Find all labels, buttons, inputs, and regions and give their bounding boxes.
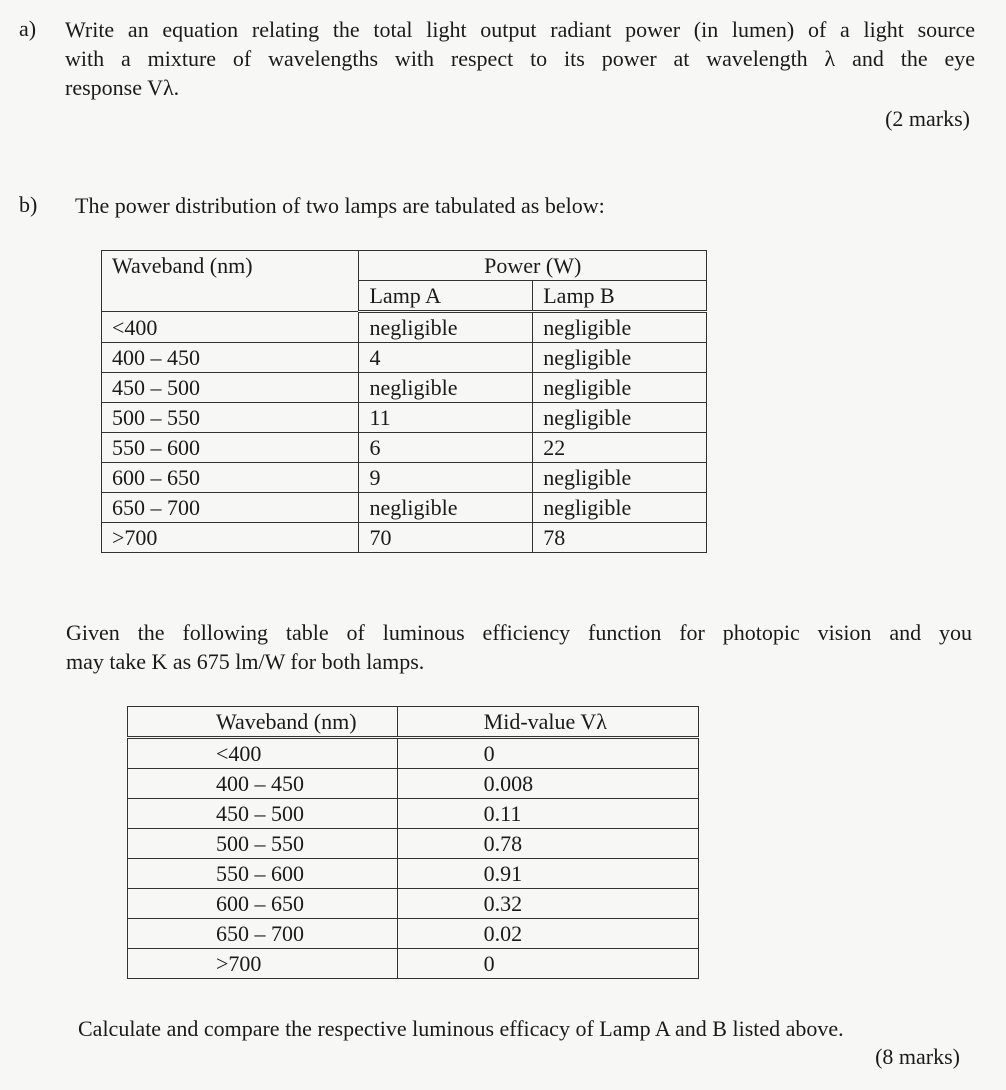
waveband-cell: 650 – 700 (102, 493, 359, 523)
lamp-a-cell: negligible (359, 373, 533, 403)
v-value-cell: 0.11 (397, 799, 698, 829)
table-row (128, 859, 699, 889)
table1-waveband-header: Waveband (nm) (102, 251, 359, 312)
table-row (102, 433, 707, 463)
waveband-cell: 550 – 600 (128, 859, 398, 889)
table-row (128, 829, 699, 859)
waveband-cell: <400 (128, 738, 398, 769)
part-a-line-2: with a mixture of wavelengths with respect to its power at wavelength λ and the eye (65, 46, 975, 71)
waveband-cell: 450 – 500 (128, 799, 398, 829)
waveband-cell: 550 – 600 (102, 433, 359, 463)
table-row (102, 403, 707, 433)
v-value-cell: 0 (397, 949, 698, 979)
table2-waveband-header: Waveband (nm) (128, 707, 398, 738)
part-b-intro: The power distribution of two lamps are tabulated as below: (75, 193, 605, 218)
v-value-cell: 0.008 (397, 769, 698, 799)
table-row (102, 463, 707, 493)
table-row (128, 919, 699, 949)
table1-lamp-a-header: Lamp A (359, 281, 533, 312)
part-a-line-3: response Vλ. (65, 75, 180, 100)
lamp-a-cell: 11 (359, 403, 533, 433)
table2-header-row (128, 707, 699, 738)
table-row (128, 769, 699, 799)
given-line-2: may take K as 675 lm/W for both lamps. (66, 649, 425, 674)
lamp-b-cell: negligible (533, 373, 707, 403)
lamp-b-cell: 22 (533, 433, 707, 463)
waveband-cell: 650 – 700 (128, 919, 398, 949)
table-row (102, 493, 707, 523)
waveband-cell: >700 (128, 949, 398, 979)
table-row (102, 373, 707, 403)
lamp-a-cell: 4 (359, 343, 533, 373)
waveband-cell: >700 (102, 523, 359, 553)
lamp-b-cell: negligible (533, 312, 707, 343)
lamp-b-cell: 78 (533, 523, 707, 553)
waveband-cell: 500 – 550 (128, 829, 398, 859)
lamp-b-cell: negligible (533, 493, 707, 523)
v-value-cell: 0 (397, 738, 698, 769)
waveband-cell: 400 – 450 (102, 343, 359, 373)
lamp-a-cell: negligible (359, 493, 533, 523)
waveband-cell: 600 – 650 (102, 463, 359, 493)
lamp-b-cell: negligible (533, 403, 707, 433)
lamp-b-cell: negligible (533, 463, 707, 493)
table2-v-header: Mid-value Vλ (397, 707, 698, 738)
table1-lamp-b-header: Lamp B (533, 281, 707, 312)
waveband-cell: 500 – 550 (102, 403, 359, 433)
table-row (102, 523, 707, 553)
v-value-cell: 0.32 (397, 889, 698, 919)
table-row (128, 949, 699, 979)
table-row (102, 343, 707, 373)
given-line-1: Given the following table of luminous efficiency function for photopic vision and you (66, 620, 972, 645)
part-b-marks: (8 marks) (875, 1044, 960, 1069)
part-a-question (65, 15, 975, 102)
luminous-efficiency-table (127, 706, 699, 979)
waveband-cell: 400 – 450 (128, 769, 398, 799)
v-value-cell: 0.91 (397, 859, 698, 889)
lamp-a-cell: 9 (359, 463, 533, 493)
waveband-cell: <400 (102, 312, 359, 343)
power-distribution-table (101, 250, 707, 553)
given-statement (66, 618, 972, 676)
table1-power-header: Power (W) (359, 251, 707, 281)
v-value-cell: 0.02 (397, 919, 698, 949)
part-a-line-1: Write an equation relating the total light output radiant power (in lumen) of a light source (65, 17, 975, 42)
lamp-a-cell: negligible (359, 312, 533, 343)
v-value-cell: 0.78 (397, 829, 698, 859)
part-a-marks: (2 marks) (885, 106, 970, 131)
waveband-cell: 600 – 650 (128, 889, 398, 919)
table-row (128, 738, 699, 769)
part-b-label: b) (19, 192, 38, 217)
table-row (102, 312, 707, 343)
lamp-a-cell: 70 (359, 523, 533, 553)
final-question: Calculate and compare the respective luminous efficacy of Lamp A and B listed above. (78, 1016, 844, 1041)
lamp-a-cell: 6 (359, 433, 533, 463)
table1-header-row-1 (102, 251, 707, 281)
lamp-b-cell: negligible (533, 343, 707, 373)
part-a-label: a) (19, 16, 37, 41)
table-row (128, 799, 699, 829)
table-row (128, 889, 699, 919)
waveband-cell: 450 – 500 (102, 373, 359, 403)
